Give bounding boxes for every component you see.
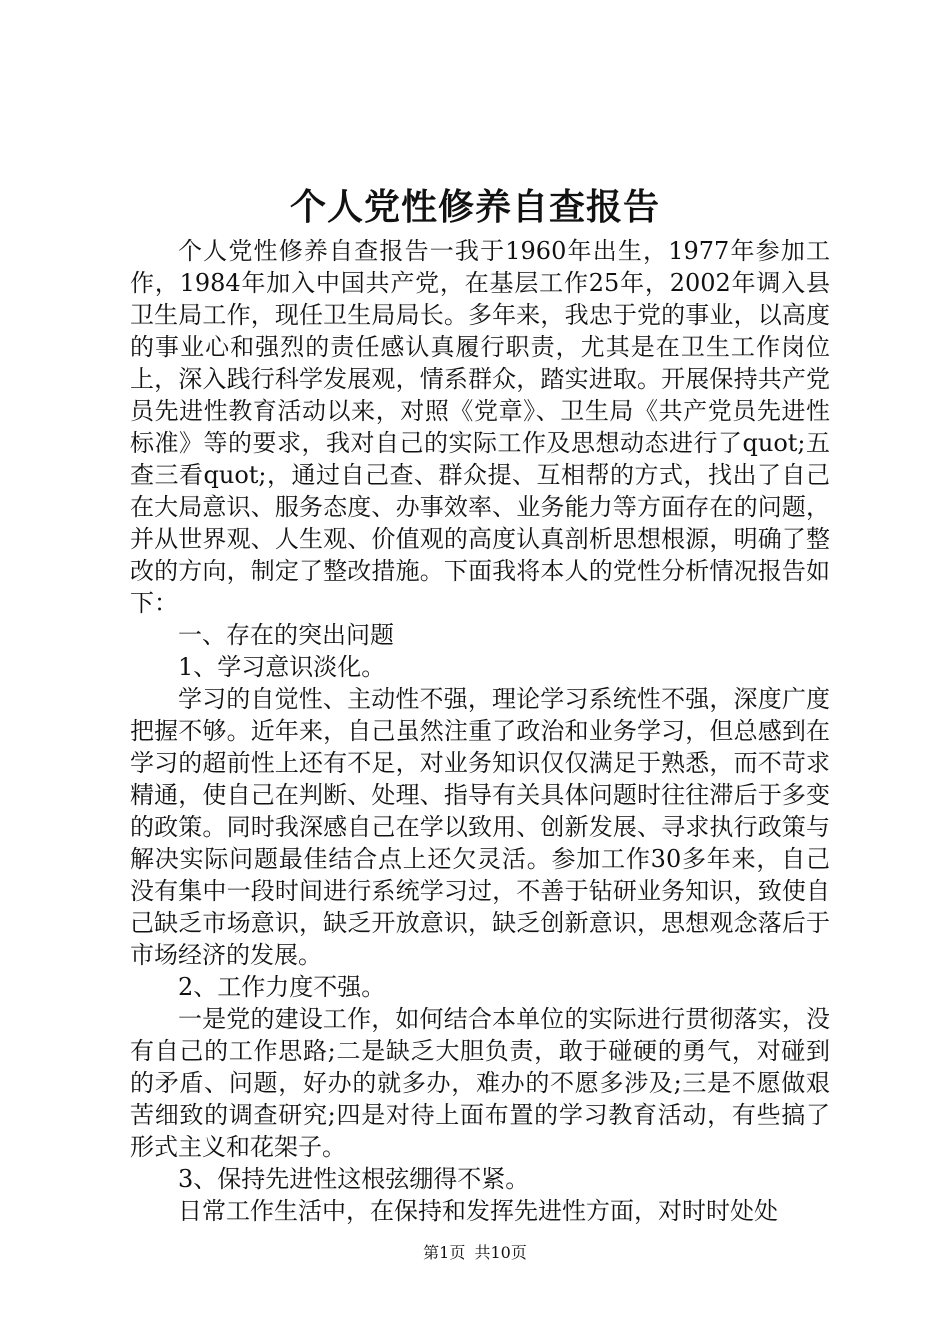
subheading-advanced: 3、保持先进性这根弦绷得不紧。 [178, 1165, 530, 1193]
subheading-work: 2、工作力度不强。 [178, 973, 386, 1001]
paragraph-intro: 个人党性修养自查报告一我于1960年出生，1977年参加工作，1984年加入中国共产党，在基层工作25年，2002年调入县卫生局工作，现任卫生局局长。多年来，我忠于党的事业，以高度的事业心和强烈的责任感认真履行职责，尤其是在卫生工作岗位上，深入践行科学发展观，情系群众，踏实进取。开展保持共产党员先进性教育活动以来，对照《党章》、卫生局《共产党员先进性标准》等的要求，我对自己的实际工作及思想动态进行了quot;五查三看quot;，通过自己查、群众提、互相帮的方式，找出了自己在大局意识、服务态度、办事效率、业务能力等方面存在的问题，并从世界观、人生观、价值观的高度认真剖析思想根源，明确了整改的方向，制定了整改措施。下面我将本人的党性分析情况报告如下： [130, 237, 830, 617]
page-total: 共10页 [474, 1243, 527, 1262]
page-number: 第1页 [423, 1243, 466, 1262]
subheading-study: 1、学习意识淡化。 [178, 653, 386, 681]
page-footer [0, 1242, 950, 1264]
document-body [130, 235, 830, 1227]
paragraph-work: 一是党的建设工作，如何结合本单位的实际进行贯彻落实，没有自己的工作思路;二是缺乏大胆负责，敢于碰硬的勇气，对碰到的矛盾、问题，好办的就多办，难办的不愿多涉及;三是不愿做艰苦细致的调查研究;四是对待上面布置的学习教育活动，有些搞了形式主义和花架子。 [130, 1005, 830, 1161]
paragraph-study: 学习的自觉性、主动性不强，理论学习系统性不强，深度广度把握不够。近年来，自己虽然注重了政治和业务学习，但总感到在学习的超前性上还有不足，对业务知识仅仅满足于熟悉，而不苛求精通，使自己在判断、处理、指导有关具体问题时往往滞后于多变的政策。同时我深感自己在学以致用、创新发展、寻求执行政策与解决实际问题最佳结合点上还欠灵活。参加工作30多年来，自己没有集中一段时间进行系统学习过，不善于钻研业务知识，致使自己缺乏市场意识，缺乏开放意识，缺乏创新意识，思想观念落后于市场经济的发展。 [130, 685, 830, 969]
document-title: 个人党性修养自查报告 [289, 186, 660, 228]
section-heading-problems: 一、存在的突出问题 [178, 621, 394, 649]
paragraph-advanced: 日常工作生活中，在保持和发挥先进性方面，对时时处处 [178, 1197, 778, 1225]
